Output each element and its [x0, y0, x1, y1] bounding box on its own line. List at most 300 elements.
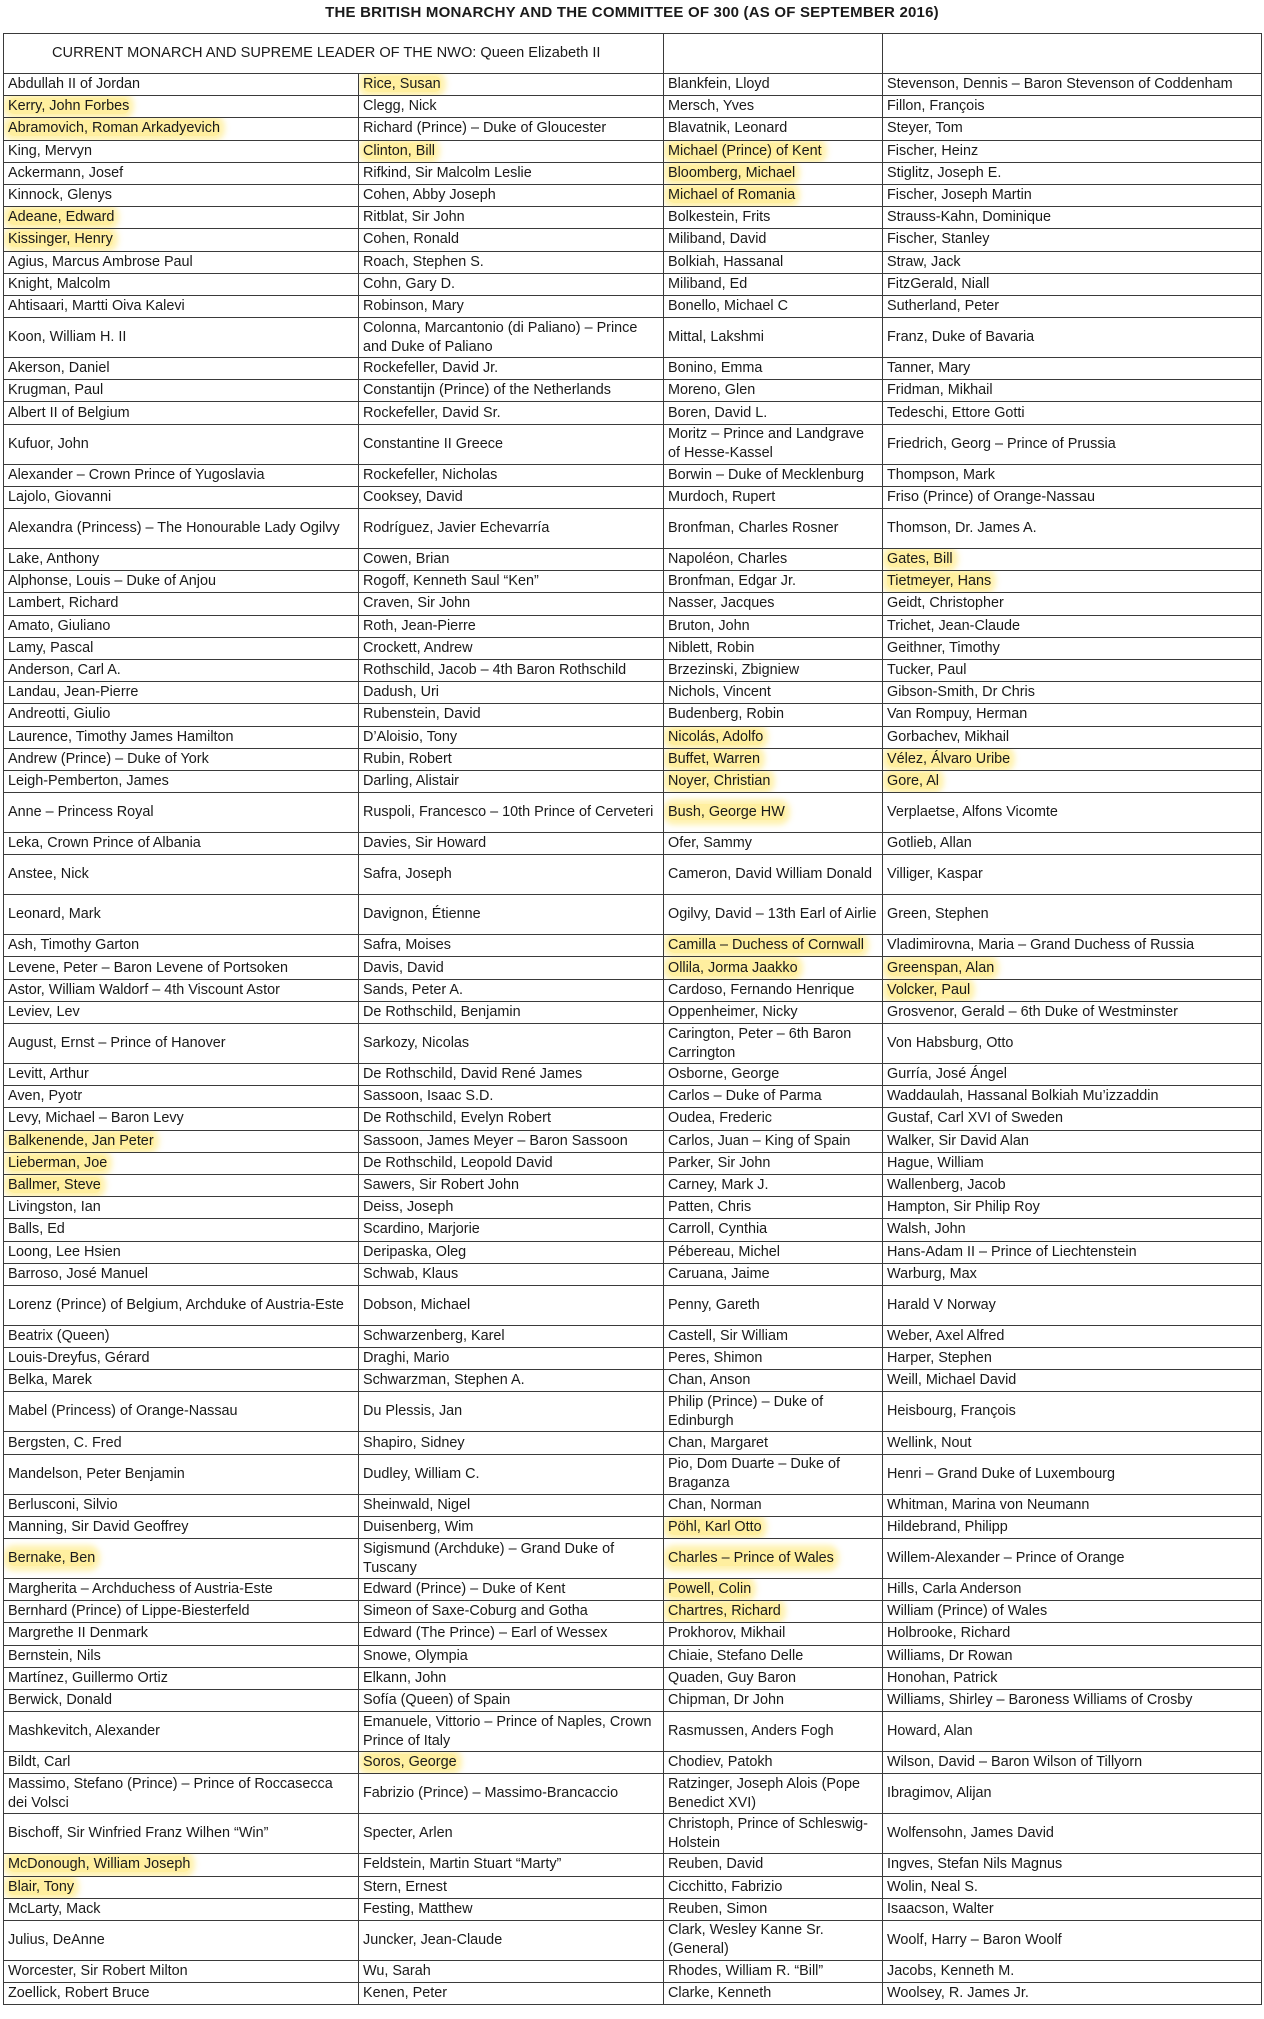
table-row — [4, 1667, 1262, 1689]
name-text: Louis-Dreyfus, Gérard — [8, 1350, 150, 1367]
table-row — [4, 704, 1262, 726]
table-row — [4, 770, 1262, 792]
name-cell — [4, 1130, 359, 1152]
name-cell — [4, 793, 359, 833]
name-text: Bischoff, Sir Winfried Franz Wilhen “Win” — [8, 1825, 269, 1842]
name-cell — [664, 1516, 883, 1538]
name-cell — [359, 118, 664, 140]
name-text: Isaacson, Walter — [887, 1900, 994, 1917]
name-cell — [664, 682, 883, 704]
name-cell — [359, 1601, 664, 1623]
name-cell — [359, 659, 664, 681]
name-cell — [883, 1392, 1262, 1432]
name-cell — [883, 273, 1262, 295]
name-text: Krugman, Paul — [8, 382, 104, 399]
name-text: Van Rompuy, Herman — [887, 706, 1028, 723]
table-row — [4, 162, 1262, 184]
name-text: William (Prince) of Wales — [887, 1603, 1048, 1620]
name-cell — [4, 1108, 359, 1130]
name-cell — [4, 1454, 359, 1494]
name-cell — [359, 549, 664, 571]
name-text: Miliband, Ed — [668, 275, 748, 292]
name-cell — [4, 358, 359, 380]
table-row — [4, 1689, 1262, 1711]
name-cell — [664, 979, 883, 1001]
highlighted-name: Ollila, Jorma Jaakko — [668, 959, 798, 976]
name-text: Oudea, Frederic — [668, 1110, 772, 1127]
table-row — [4, 207, 1262, 229]
name-text: Lambert, Richard — [8, 595, 119, 612]
empty-header-cell — [883, 34, 1262, 74]
name-cell — [664, 1454, 883, 1494]
name-text: Hildebrand, Philipp — [887, 1518, 1008, 1535]
name-cell — [664, 793, 883, 833]
name-text: Fabrizio (Prince) – Massimo-Brancaccio — [363, 1785, 619, 1802]
name-cell — [4, 1392, 359, 1432]
name-cell — [664, 424, 883, 464]
name-text: Simeon of Saxe-Coburg and Gotha — [363, 1603, 588, 1620]
highlighted-name: Gates, Bill — [887, 551, 953, 568]
name-text: Jacobs, Kenneth M. — [887, 1962, 1015, 1979]
name-cell — [4, 935, 359, 957]
name-text: Sheinwald, Nigel — [363, 1496, 471, 1513]
name-cell — [664, 1601, 883, 1623]
name-cell — [664, 1432, 883, 1454]
name-text: Wolfensohn, James David — [887, 1825, 1054, 1842]
name-cell — [4, 1348, 359, 1370]
name-cell — [883, 957, 1262, 979]
name-cell — [883, 855, 1262, 895]
name-text: Emanuele, Vittorio – Prince of Naples, Crown Prince of Italy — [363, 1713, 652, 1749]
name-cell — [664, 1152, 883, 1174]
name-text: Davies, Sir Howard — [363, 835, 487, 852]
name-text: Schwarzenberg, Karel — [363, 1327, 505, 1344]
name-text: Ibragimov, Alijan — [887, 1785, 992, 1802]
name-text: Deiss, Joseph — [363, 1199, 454, 1216]
name-text: Sofía (Queen) of Spain — [363, 1692, 511, 1709]
name-cell — [664, 486, 883, 508]
name-cell — [883, 1752, 1262, 1774]
name-text: Mabel (Princess) of Orange-Nassau — [8, 1403, 238, 1420]
name-cell — [664, 74, 883, 96]
name-cell — [4, 162, 359, 184]
name-text: Tucker, Paul — [887, 662, 967, 679]
name-text: Ahtisaari, Martti Oiva Kalevi — [8, 297, 185, 314]
name-cell — [664, 1263, 883, 1285]
name-text: Vladimirovna, Maria – Grand Duchess of Russia — [887, 937, 1195, 954]
name-cell — [664, 1001, 883, 1023]
name-cell — [883, 1263, 1262, 1285]
name-cell — [359, 207, 664, 229]
table-row — [4, 1263, 1262, 1285]
name-cell — [883, 637, 1262, 659]
name-cell — [664, 162, 883, 184]
name-cell — [883, 571, 1262, 593]
name-cell — [4, 486, 359, 508]
name-text: Fischer, Joseph Martin — [887, 187, 1032, 204]
table-row — [4, 637, 1262, 659]
name-cell — [664, 118, 883, 140]
name-cell — [664, 96, 883, 118]
name-cell — [4, 1370, 359, 1392]
name-cell — [664, 229, 883, 251]
name-text: Dudley, William C. — [363, 1465, 480, 1482]
table-row — [4, 486, 1262, 508]
name-cell — [359, 1667, 664, 1689]
name-text: Oppenheimer, Nicky — [668, 1003, 798, 1020]
name-cell — [359, 895, 664, 935]
table-row — [4, 1392, 1262, 1432]
name-cell — [883, 593, 1262, 615]
name-cell — [4, 1898, 359, 1920]
name-text: Bernstein, Nils — [8, 1647, 101, 1664]
name-text: Parker, Sir John — [668, 1154, 771, 1171]
name-text: Ackermann, Josef — [8, 164, 124, 181]
table-row — [4, 895, 1262, 935]
name-cell — [4, 659, 359, 681]
name-cell — [4, 1219, 359, 1241]
name-cell — [4, 1876, 359, 1898]
name-cell — [883, 770, 1262, 792]
name-cell — [664, 1960, 883, 1982]
name-cell — [359, 486, 664, 508]
name-text: Blavatnik, Leonard — [668, 120, 788, 137]
name-cell — [664, 704, 883, 726]
name-text: Verplaetse, Alfons Vicomte — [887, 804, 1058, 821]
name-cell — [359, 748, 664, 770]
name-cell — [359, 184, 664, 206]
name-cell — [664, 184, 883, 206]
name-cell — [4, 380, 359, 402]
name-text: Bronfman, Edgar Jr. — [668, 573, 796, 590]
name-cell — [883, 1174, 1262, 1196]
name-cell — [883, 1197, 1262, 1219]
name-text: Levy, Michael – Baron Levy — [8, 1110, 184, 1127]
name-cell — [359, 571, 664, 593]
name-cell — [4, 74, 359, 96]
name-cell — [664, 855, 883, 895]
name-cell — [4, 549, 359, 571]
name-text: Feldstein, Martin Stuart “Marty” — [363, 1856, 562, 1873]
name-cell — [359, 273, 664, 295]
name-cell — [4, 1174, 359, 1196]
name-cell — [664, 726, 883, 748]
name-cell — [359, 140, 664, 162]
name-cell — [4, 1086, 359, 1108]
name-cell — [359, 1024, 664, 1064]
name-cell — [359, 1454, 664, 1494]
name-text: Wilson, David – Baron Wilson of Tillyorn — [887, 1754, 1143, 1771]
name-text: Waddaulah, Hassanal Bolkiah Mu’izzaddin — [887, 1088, 1159, 1105]
name-cell — [883, 1086, 1262, 1108]
name-text: Cohn, Gary D. — [363, 275, 455, 292]
table-row — [4, 251, 1262, 273]
name-cell — [4, 1494, 359, 1516]
name-cell — [664, 615, 883, 637]
name-cell — [4, 833, 359, 855]
name-text: Peres, Shimon — [668, 1350, 763, 1367]
name-text: Cowen, Brian — [363, 551, 450, 568]
name-cell — [883, 1285, 1262, 1325]
name-cell — [359, 1392, 664, 1432]
name-text: Boren, David L. — [668, 404, 768, 421]
name-text: Pébereau, Michel — [668, 1243, 781, 1260]
name-cell — [4, 615, 359, 637]
name-cell — [664, 295, 883, 317]
name-text: Sutherland, Peter — [887, 297, 1000, 314]
name-text: McLarty, Mack — [8, 1900, 101, 1917]
names-table — [3, 33, 1262, 2005]
name-cell — [4, 704, 359, 726]
name-cell — [359, 1814, 664, 1854]
name-text: Patten, Chris — [668, 1199, 752, 1216]
name-text: Alphonse, Louis – Duke of Anjou — [8, 573, 217, 590]
table-row — [4, 295, 1262, 317]
name-cell — [359, 979, 664, 1001]
name-text: Pio, Dom Duarte – Duke of Braganza — [668, 1456, 840, 1492]
name-cell — [664, 1174, 883, 1196]
table-row — [4, 1920, 1262, 1960]
table-row — [4, 1539, 1262, 1579]
monarch-cell: CURRENT MONARCH AND SUPREME LEADER OF THE NWO: Queen Elizabeth II — [4, 34, 664, 74]
table-row — [4, 1108, 1262, 1130]
name-text: Schwarzman, Stephen A. — [363, 1372, 525, 1389]
name-text: Andrew (Prince) – Duke of York — [8, 750, 209, 767]
name-text: Darling, Alistair — [363, 772, 459, 789]
name-text: Brzezinski, Zbigniew — [668, 662, 800, 679]
name-cell — [4, 207, 359, 229]
name-text: Rasmussen, Anders Fogh — [668, 1723, 834, 1740]
name-text: Carroll, Cynthia — [668, 1221, 768, 1238]
name-cell — [359, 1086, 664, 1108]
name-cell — [664, 1983, 883, 2005]
name-text: Gustaf, Carl XVI of Sweden — [887, 1110, 1063, 1127]
name-cell — [883, 96, 1262, 118]
name-cell — [883, 74, 1262, 96]
name-text: Bolkestein, Frits — [668, 209, 771, 226]
name-text: Fridman, Mikhail — [887, 382, 993, 399]
name-cell — [4, 1645, 359, 1667]
table-row — [4, 1752, 1262, 1774]
name-cell — [883, 1241, 1262, 1263]
name-cell — [664, 1712, 883, 1752]
name-text: Christoph, Prince of Schleswig-Holstein — [668, 1815, 868, 1851]
name-text: Mandelson, Peter Benjamin — [8, 1465, 185, 1482]
highlighted-name: McDonough, William Joseph — [8, 1856, 191, 1873]
name-text: Grosvenor, Gerald – 6th Duke of Westminster — [887, 1003, 1178, 1020]
table-row — [4, 593, 1262, 615]
name-cell — [359, 464, 664, 486]
name-cell — [359, 1579, 664, 1601]
name-cell — [4, 1752, 359, 1774]
name-text: D’Aloisio, Tony — [363, 728, 458, 745]
name-cell — [883, 549, 1262, 571]
name-text: Du Plessis, Jan — [363, 1403, 463, 1420]
table-row — [4, 74, 1262, 96]
name-cell — [664, 1370, 883, 1392]
name-text: Sassoon, Isaac S.D. — [363, 1088, 494, 1105]
name-cell — [359, 509, 664, 549]
name-text: King, Mervyn — [8, 142, 92, 159]
highlighted-name: Abramovich, Roman Arkadyevich — [8, 120, 220, 137]
name-cell — [883, 1494, 1262, 1516]
name-cell — [664, 1645, 883, 1667]
name-cell — [359, 770, 664, 792]
name-text: Von Habsburg, Otto — [887, 1035, 1014, 1051]
name-text: Clegg, Nick — [363, 98, 437, 115]
highlighted-name: Kerry, John Forbes — [8, 98, 130, 115]
name-text: Craven, Sir John — [363, 595, 471, 612]
name-text: Castell, Sir William — [668, 1327, 788, 1344]
table-row — [4, 1086, 1262, 1108]
table-row — [4, 1774, 1262, 1814]
table-row — [4, 1601, 1262, 1623]
name-cell — [883, 704, 1262, 726]
name-cell — [359, 1130, 664, 1152]
name-cell — [883, 659, 1262, 681]
name-text: Ash, Timothy Garton — [8, 937, 140, 954]
highlighted-name: Chartres, Richard — [668, 1603, 781, 1620]
name-text: Dadush, Uri — [363, 684, 439, 701]
name-text: Woolf, Harry – Baron Woolf — [887, 1931, 1062, 1948]
name-text: Carlos – Duke of Parma — [668, 1088, 822, 1105]
name-text: Anderson, Carl A. — [8, 662, 121, 679]
name-text: Bonello, Michael C — [668, 297, 788, 314]
name-cell — [359, 1960, 664, 1982]
highlighted-name: Ballmer, Steve — [8, 1177, 101, 1194]
name-cell — [359, 1516, 664, 1538]
name-text: Safra, Joseph — [363, 866, 452, 883]
name-cell — [4, 1064, 359, 1086]
name-cell — [883, 682, 1262, 704]
name-cell — [4, 979, 359, 1001]
name-cell — [883, 486, 1262, 508]
table-row — [4, 1370, 1262, 1392]
name-text: Bolkiah, Hassanal — [668, 253, 784, 270]
name-cell — [4, 1601, 359, 1623]
name-text: Willem-Alexander – Prince of Orange — [887, 1550, 1125, 1566]
name-text: Walker, Sir David Alan — [887, 1132, 1029, 1149]
name-cell — [4, 1539, 359, 1579]
name-text: Ingves, Stefan Nils Magnus — [887, 1856, 1063, 1873]
name-text: Friso (Prince) of Orange-Nassau — [887, 488, 1095, 505]
name-cell — [4, 1960, 359, 1982]
name-cell — [359, 380, 664, 402]
name-cell — [883, 935, 1262, 957]
name-text: Sands, Peter A. — [363, 981, 463, 998]
name-text: Rodríguez, Javier Echevarría — [363, 520, 550, 536]
name-cell — [359, 704, 664, 726]
name-cell — [883, 1579, 1262, 1601]
table-row — [4, 979, 1262, 1001]
table-row — [4, 96, 1262, 118]
name-text: Wolin, Neal S. — [887, 1878, 978, 1895]
name-cell — [4, 424, 359, 464]
name-cell — [883, 1024, 1262, 1064]
name-text: Cohen, Abby Joseph — [363, 187, 496, 204]
table-row — [4, 1516, 1262, 1538]
name-text: Wellink, Nout — [887, 1434, 972, 1451]
name-cell — [359, 1920, 664, 1960]
name-cell — [4, 748, 359, 770]
name-cell — [883, 1814, 1262, 1854]
name-cell — [883, 1325, 1262, 1347]
table-row — [4, 1494, 1262, 1516]
name-text: Bonino, Emma — [668, 360, 763, 377]
name-cell — [664, 1623, 883, 1645]
name-text: Rockefeller, Nicholas — [363, 466, 498, 483]
name-cell — [883, 1983, 1262, 2005]
name-text: Cameron, David William Donald — [668, 866, 872, 883]
name-text: Anne – Princess Royal — [8, 804, 154, 821]
name-cell — [883, 1432, 1262, 1454]
name-text: Livingston, Ian — [8, 1199, 101, 1216]
name-cell — [664, 1854, 883, 1876]
name-text: Edward (Prince) – Duke of Kent — [363, 1581, 566, 1598]
name-text: Stern, Ernest — [363, 1878, 447, 1895]
name-text: Albert II of Belgium — [8, 404, 130, 421]
name-cell — [4, 273, 359, 295]
name-text: Thomson, Dr. James A. — [887, 520, 1037, 536]
name-text: Ogilvy, David – 13th Earl of Airlie — [668, 906, 877, 923]
table-row — [4, 682, 1262, 704]
name-cell — [359, 935, 664, 957]
table-row — [4, 1064, 1262, 1086]
name-cell — [4, 251, 359, 273]
name-text: Akerson, Daniel — [8, 360, 110, 377]
name-text: Berlusconi, Silvio — [8, 1496, 118, 1513]
name-cell — [359, 1432, 664, 1454]
name-cell — [4, 1432, 359, 1454]
name-cell — [4, 1712, 359, 1752]
name-text: Heisbourg, François — [887, 1403, 1016, 1420]
name-cell — [359, 1108, 664, 1130]
name-cell — [883, 1774, 1262, 1814]
name-cell — [883, 229, 1262, 251]
name-cell — [664, 593, 883, 615]
name-text: Schwab, Klaus — [363, 1265, 459, 1282]
name-cell — [883, 1667, 1262, 1689]
table-row — [4, 1348, 1262, 1370]
name-text: Wu, Sarah — [363, 1962, 431, 1979]
name-cell — [883, 1920, 1262, 1960]
name-cell — [4, 1667, 359, 1689]
name-cell — [883, 1876, 1262, 1898]
name-text: Specter, Arlen — [363, 1825, 453, 1842]
name-text: Stevenson, Dennis – Baron Stevenson of Coddenham — [887, 76, 1233, 93]
name-text: Williams, Shirley – Baroness Williams of Crosby — [887, 1692, 1193, 1709]
name-cell — [4, 682, 359, 704]
name-text: Colonna, Marcantonio (di Paliano) – Prince and Duke of Paliano — [363, 319, 638, 355]
name-text: Prokhorov, Mikhail — [668, 1625, 786, 1642]
table-row — [4, 1983, 1262, 2005]
highlighted-name: Charles – Prince of Wales — [668, 1550, 834, 1566]
name-text: Rhodes, William R. “Bill” — [668, 1962, 824, 1979]
name-text: Moritz – Prince and Landgrave of Hesse-Kassel — [668, 426, 864, 462]
name-cell — [359, 1774, 664, 1814]
name-cell — [359, 793, 664, 833]
name-cell — [4, 770, 359, 792]
highlighted-name: Clinton, Bill — [363, 142, 435, 159]
name-cell — [359, 1876, 664, 1898]
name-text: Weill, Michael David — [887, 1372, 1017, 1389]
name-text: Beatrix (Queen) — [8, 1327, 110, 1344]
name-text: Koon, William H. II — [8, 329, 127, 346]
name-text: Quaden, Guy Baron — [668, 1669, 797, 1686]
table-row — [4, 424, 1262, 464]
name-cell — [4, 1325, 359, 1347]
name-text: Leviev, Lev — [8, 1003, 80, 1020]
